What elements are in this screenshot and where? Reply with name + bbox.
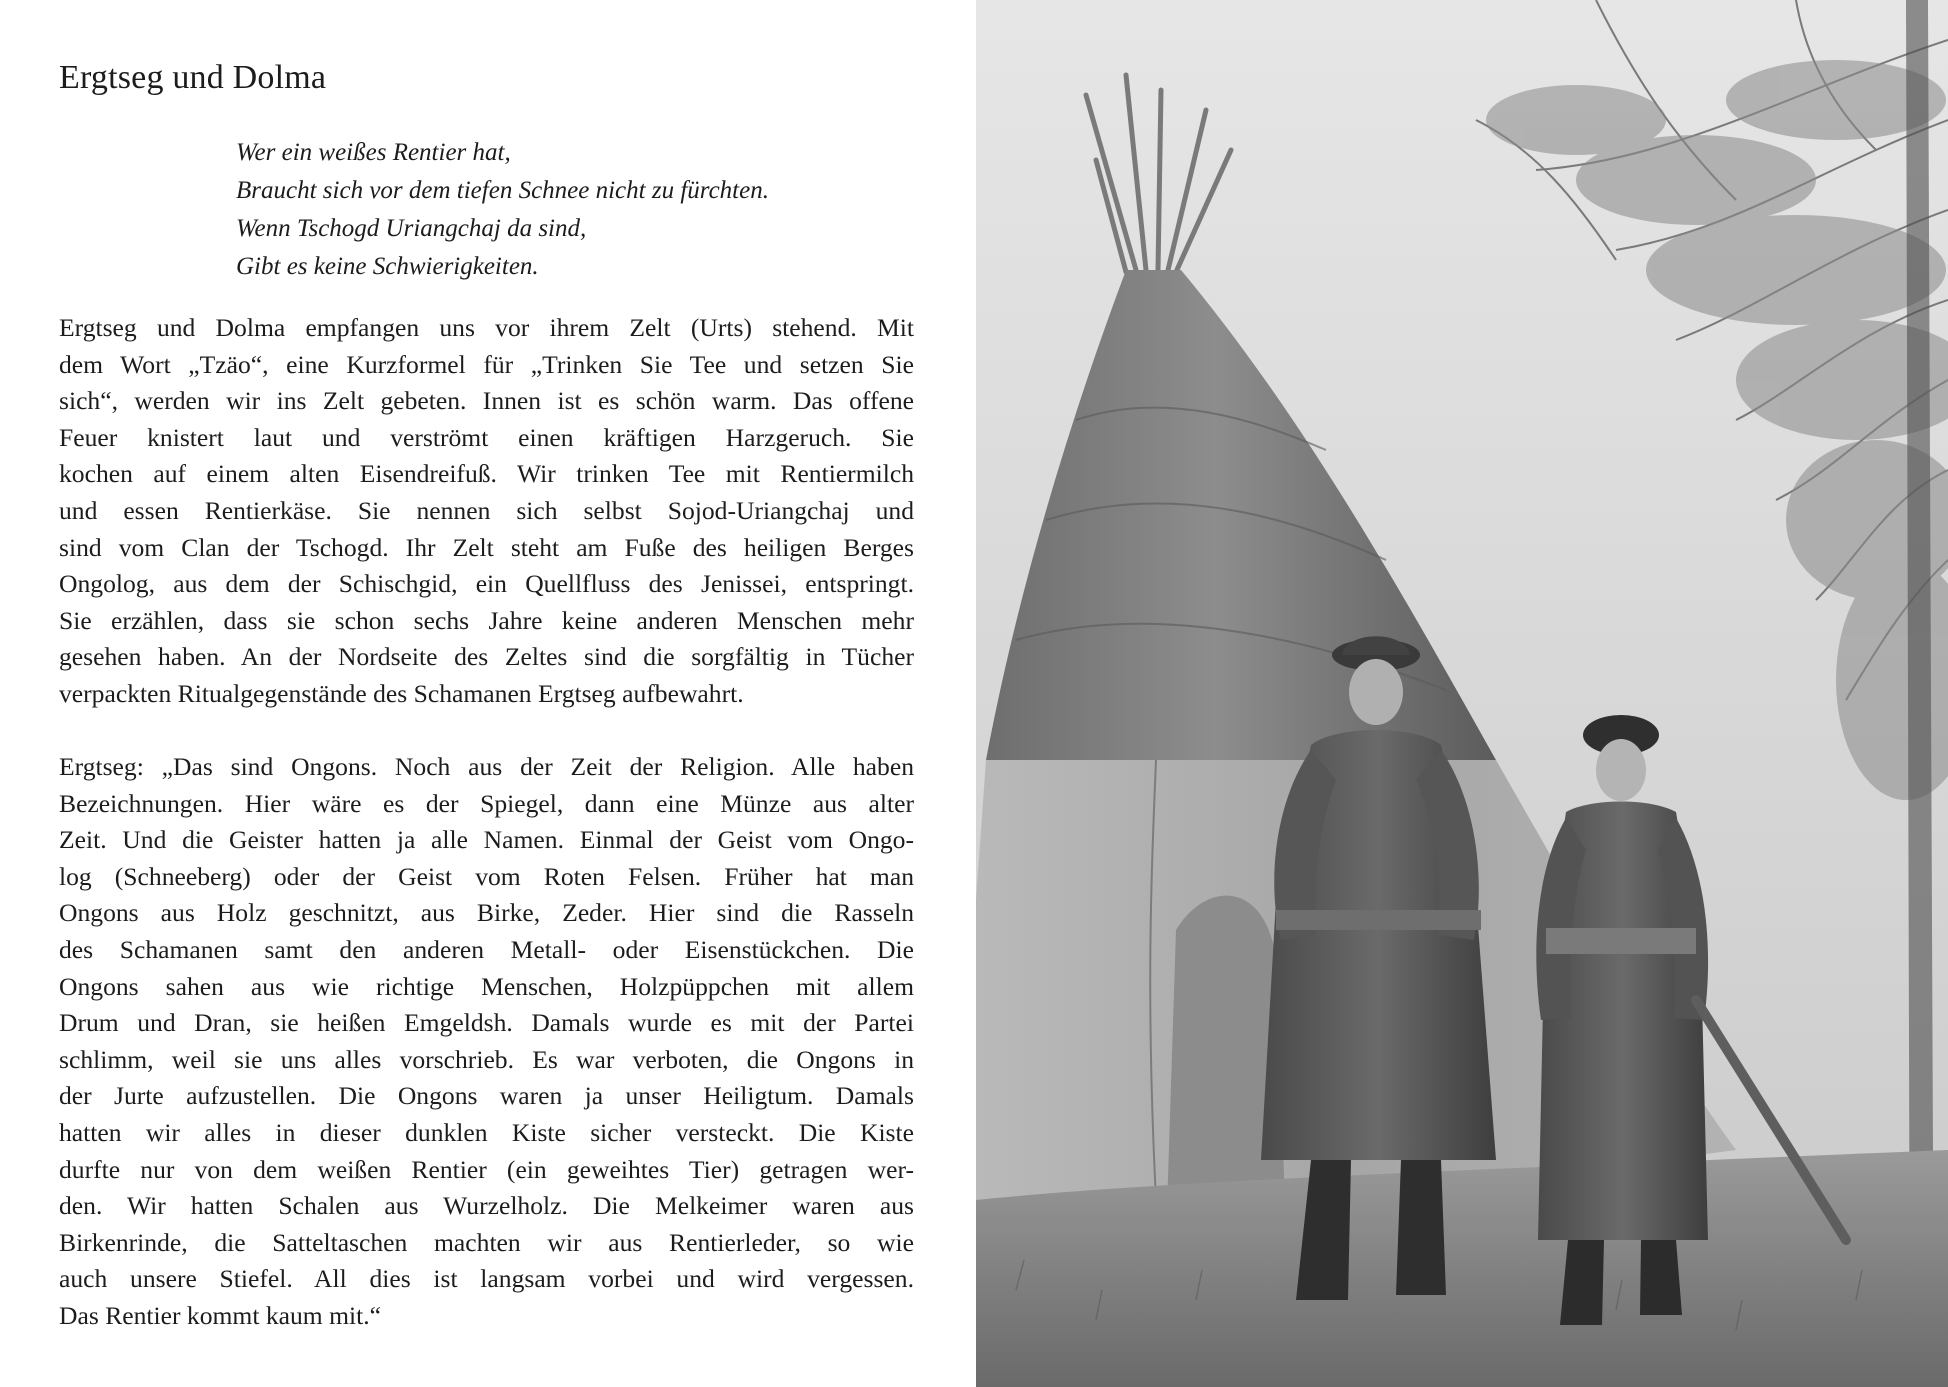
paragraph-line: der Jurte aufzustellen. Die Ongons waren ja unser Heiligtum. Damals — [59, 1081, 914, 1111]
paragraph-line: Ergtseg: „Das sind Ongons. Noch aus der Zeit der Religion. Alle haben — [59, 752, 914, 781]
paragraph-1 — [59, 310, 914, 713]
photo-illustration — [976, 0, 1948, 1387]
paragraph-line: Sie erzählen, dass sie schon sechs Jahre keine anderen Menschen mehr — [59, 605, 914, 635]
paragraph-line: Ongons aus Holz geschnitzt, aus Birke, Zeder. Hier sind die Rasseln — [59, 898, 914, 928]
chapter-title: Ergtseg und Dolma — [59, 59, 327, 96]
paragraph-line: Bezeichnungen. Hier wäre es der Spiegel, dann eine Münze aus alter — [59, 788, 914, 818]
paragraph-line: den. Wir hatten Schalen aus Wurzelholz. Die Melkeimer waren aus — [59, 1191, 914, 1221]
paragraph-line: Das Rentier kommt kaum mit.“ — [59, 1300, 381, 1330]
verse-line: Wer ein weißes Rentier hat, — [236, 139, 511, 166]
paragraph-line: kochen auf einem alten Eisendreifuß. Wir trinken Tee mit Rentiermilch — [59, 459, 914, 489]
paragraph-line: des Schamanen samt den anderen Metall- oder Eisenstückchen. Die — [59, 934, 914, 964]
verse-line: Wenn Tschogd Uriangchaj da sind, — [236, 215, 587, 242]
paragraph-2 — [59, 749, 914, 1335]
paragraph-line: Drum und Dran, sie heißen Emgeldsh. Damals wurde es mit der Partei — [59, 1008, 914, 1038]
paragraph-line: durfte nur von dem weißen Rentier (ein geweihtes Tier) getragen wer- — [59, 1154, 914, 1184]
paragraph-line: Birkenrinde, die Satteltaschen machten wir aus Rentierleder, so wie — [59, 1227, 914, 1257]
paragraph-line: schlimm, weil sie uns alles vorschrieb. Es war verboten, die Ongons in — [59, 1044, 914, 1074]
verse-line: Gibt es keine Schwierigkeiten. — [236, 253, 539, 280]
paragraph-line: sind vom Clan der Tschogd. Ihr Zelt steht am Fuße des heiligen Berges — [59, 532, 914, 562]
paragraph-line: hatten wir alles in dieser dunklen Kiste sicher versteckt. Die Kiste — [59, 1117, 914, 1147]
paragraph-line: sich“, werden wir ins Zelt gebeten. Innen ist es schön warm. Das offene — [59, 386, 914, 416]
paragraph-line: und essen Rentierkäse. Sie nennen sich selbst Sojod-Uriangchaj und — [59, 495, 914, 525]
verse-epigraph — [236, 134, 936, 286]
paragraph-line: gesehen haben. An der Nordseite des Zeltes sind die sorgfältig in Tücher — [59, 642, 914, 672]
paragraph-line: dem Wort „Tzäo“, eine Kurzformel für „Trinken Sie Tee und setzen Sie — [59, 349, 914, 379]
paragraph-line: Ergtseg und Dolma empfangen uns vor ihrem Zelt (Urts) stehend. Mit — [59, 313, 914, 342]
paragraph-line: Ongons sahen aus wie richtige Menschen, Holzpüppchen mit allem — [59, 971, 914, 1001]
paragraph-line: Zeit. Und die Geister hatten ja alle Namen. Einmal der Geist vom Ongo- — [59, 825, 914, 855]
paragraph-line: log (Schneeberg) oder der Geist vom Roten Felsen. Früher hat man — [59, 861, 914, 891]
paragraph-line: auch unsere Stiefel. All dies ist langsam vorbei und wird vergessen. — [59, 1264, 914, 1294]
paragraph-line: Ongolog, aus dem der Schischgid, ein Quellfluss des Jenissei, entspringt. — [59, 569, 914, 599]
photo-tent-and-couple — [976, 0, 1948, 1387]
paragraph-line: verpackten Ritualgegenstände des Schamanen Ergtseg aufbewahrt. — [59, 678, 744, 708]
verse-line: Braucht sich vor dem tiefen Schnee nicht zu fürchten. — [236, 177, 769, 204]
paragraph-line: Feuer knistert laut und verströmt einen kräftigen Harzgeruch. Sie — [59, 422, 914, 452]
